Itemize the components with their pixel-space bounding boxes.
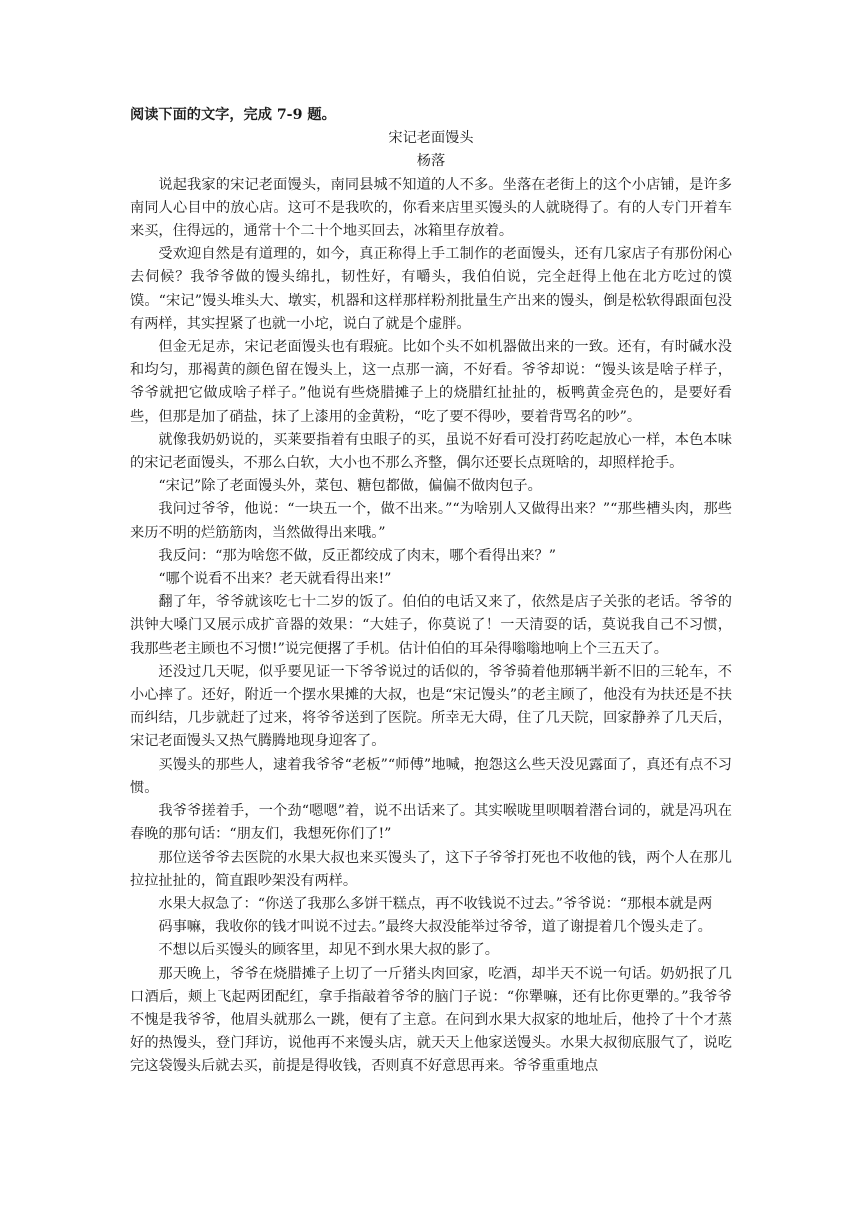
paragraph: 说起我家的宋记老面馒头，南同县城不知道的人不多。坐落在老街上的这个小店铺，是许多南同人心目中的放心店。这可不是我吹的，你看来店里买馒头的人就晓得了。有的人专门开着车来买，住得远的，通常十个二十个地买回去，冰箱里存放着。 [130,176,732,240]
paragraph: 不想以后买馒头的顾客里，却见不到水果大叔的影了。 [158,942,499,959]
paragraph: 那天晚上，爷爷在烧腊摊子上切了一斤猪头肉回家，吃酒，却半天不说一句话。奶奶抿了几口酒后，颊上飞起两团配红，拿手指敲着爷爷的脑门子说：“你犟嘛，还有比你更犟的。”我爷爷不愧是我爷爷，他眉头就那么一跳，便有了主意。在问到水果大叔家的地址后，他拎了十个才蒸好的热馒头，登门拜访，说他再不来馒头店，就天天上他家送馒头。水果大叔彻底服气了，说吃完这袋馒头后就去买，前提是得收钱，否则真不好意思再来。爷爷重重地点 [130,965,732,1075]
paragraph: 我爷爷搓着手，一个劲“嗯嗯”着，说不出话来了。其实喉咙里呗咽着潜台词的，就是冯巩在春晚的那句话：“朋友们，我想死你们了!” [130,803,732,843]
story-title: 宋记老面馒头 [388,130,474,147]
paragraph: 我反问：“那为啥您不做，反正都绞成了肉末，哪个看得出来？” [158,547,556,564]
paragraph: 就像我奶奶说的，买莱要指着有虫眼子的买，虽说不好看可没打药吃起放心一样，本色本味的宋记老面馒头，不那么白软，大小也不那么齐整，偶尔还要长点斑啥的，却照样抢手。 [130,431,732,472]
instruction: 阅读下面的文字，完成 7-9 题。 [130,107,336,123]
paragraph: 水果大叔急了：“你送了我那么多饼干糕点，再不收钱说不过去。”爷爷说：“那根本就是两 [158,895,713,912]
story-body [130,174,732,1079]
paragraph: 那位送爷爷去医院的水果大叔也来买馒头了，这下子爷爷打死也不收他的钱，两个人在那儿拉拉扯扯的，简直跟吵架没有两样。 [130,849,732,889]
paragraph: 还没过几天呢，似乎要见证一下爷爷说过的话似的，爷爷骑着他那辆半新不旧的三轮车，不小心摔了。还好，附近一个摆水果摊的大叔，也是“宋记馒头”的老主顾了，他没有为扶还是不扶而纠结，几步就赶了过来，将爷爷送到了医院。所幸无大碍，住了几天院，回家静养了几天后，宋记老面馒头又热气腾腾地现身迎客了。 [130,663,732,750]
story-author: 杨落 [416,153,446,170]
paragraph: 我问过爷爷，他说：“一块五一个，做不出来。”“为啥别人又做得出来？”“那些槽头肉，那些来历不明的烂筋筋肉，当然做得出来哦。” [130,501,732,541]
paragraph: 但金无足赤，宋记老面馒头也有瑕疵。比如个头不如机器做出来的一致。还有，有时碱水没和均匀，那褐黄的颜色留在馒头上，这一点那一滴，不好看。爷爷却说：“馒头该是啥子样子，爷爷就把它做成啥子样子。”他说有些烧腊摊子上的烧腊红扯扯的，板鸭黄金亮色的，是要好看些，但那是加了硝盐，抹了上漆用的金黄粉，“吃了要不得吵，要着背骂名的吵”。 [130,339,732,425]
paragraph: “宋记”除了老面馒头外，菜包、糖包都做，偏偏不做肉包子。 [158,478,542,495]
paragraph: 受欢迎自然是有道理的，如今，真正称得上手工制作的老面馒头，还有几家店子有那份闲心去伺候？我爷爷做的馒头绵扎，韧性好，有嚼头，我伯伯说，完全赶得上他在北方吃过的馍馍。“宋记”馒头堆头大、墩实，机器和这样那样粉剂批量生产出来的馒头，倒是松软得跟面包没有两样，其实捏紧了也就一小坨，说白了就是个虚胖。 [130,246,732,332]
paragraph: “哪个说看不出来？老天就看得出来!” [158,571,392,588]
paragraph: 翻了年，爷爷就该吃七十二岁的饭了。伯伯的电话又来了，依然是店子关张的老话。爷爷的洪钟大嗓门又展示成扩音器的效果：“大娃子，你莫说了！一天清耍的话，莫说我自己不习惯，我那些老主顾也不习惯!”说完便撂了手机。估计伯伯的耳朵得嗡嗡地响上个三五天了。 [130,594,732,657]
paragraph: 码事嘛，我收你的钱才叫说不过去。”最终大叔没能举过爷爷，道了谢提着几个馒头走了。 [158,919,712,936]
document-page [130,104,732,1079]
paragraph: 买馒头的那些人，逮着我爷爷“老板”“师傅”地喊，抱怨这么些天没见露面了，真还有点不习惯。 [130,756,732,796]
